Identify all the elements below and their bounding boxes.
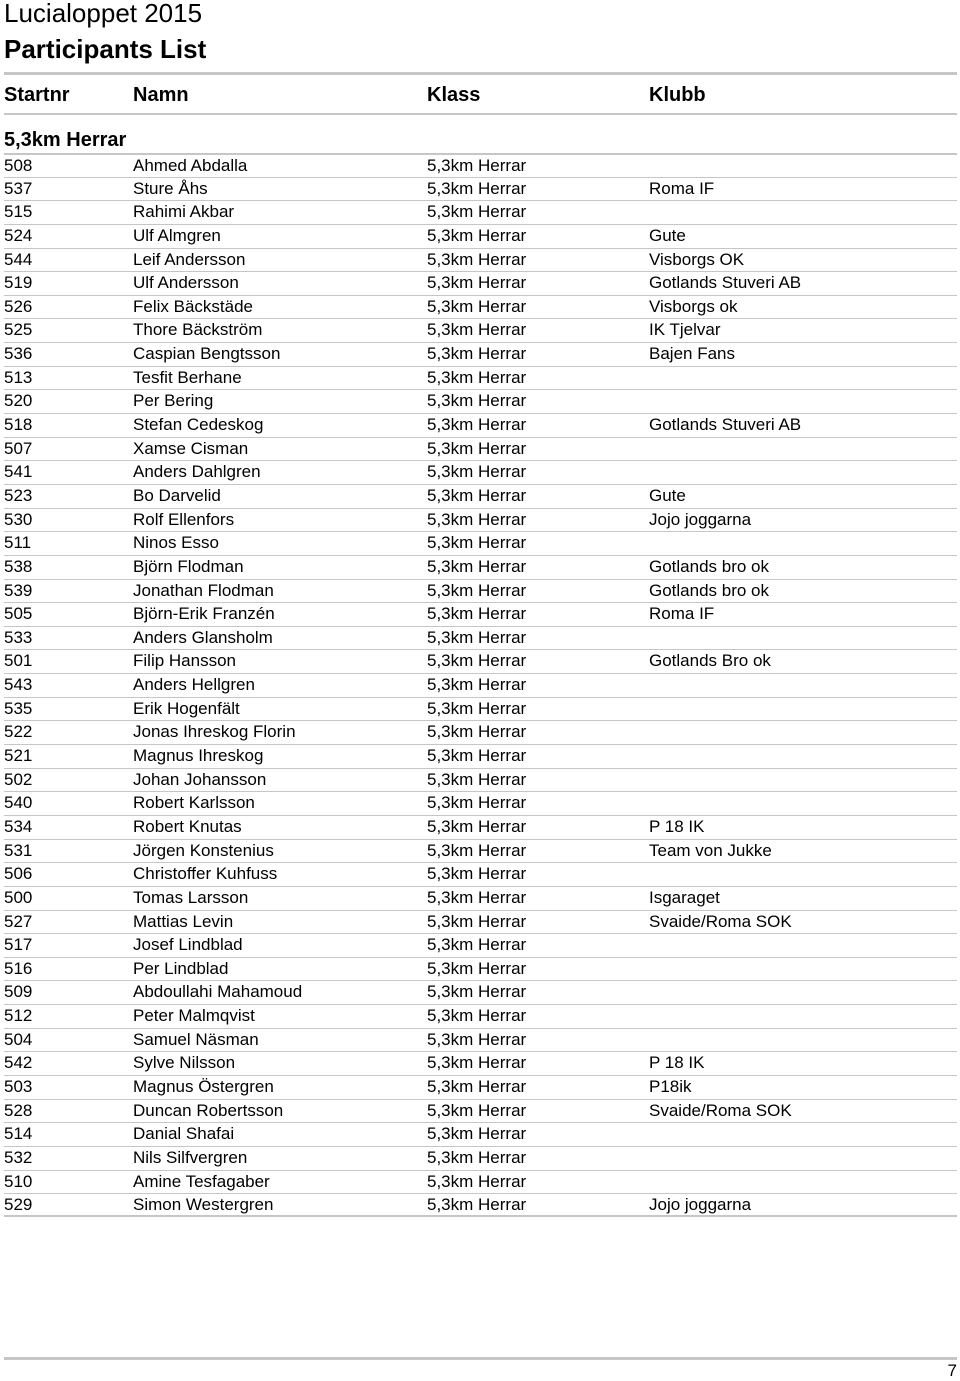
club-cell: IK Tjelvar [649,320,721,340]
klass-cell: 5,3km Herrar [427,1147,527,1167]
name-cell: Björn-Erik Franzén [133,604,275,624]
klass-cell: 5,3km Herrar [427,887,527,907]
startnr-cell: 528 [4,1100,33,1120]
klass-cell: 5,3km Herrar [427,651,527,671]
startnr-cell: 506 [4,864,33,884]
name-cell: Christoffer Kuhfuss [133,864,278,884]
startnr-cell: 501 [4,651,33,671]
club-cell: Gute [649,225,686,245]
table-row [4,602,957,626]
participant-list [4,153,957,1217]
klass-cell: 5,3km Herrar [427,225,527,245]
startnr-cell: 519 [4,273,33,293]
klass-cell: 5,3km Herrar [427,722,527,742]
startnr-cell: 511 [4,533,32,553]
startnr-cell: 516 [4,958,33,978]
klass-cell: 5,3km Herrar [427,415,527,435]
table-row [4,933,957,957]
table-row [4,957,957,981]
table-row [4,839,957,863]
club-cell: Visborgs OK [649,249,745,269]
klass-cell: 5,3km Herrar [427,178,527,198]
table-row [4,1028,957,1052]
name-cell: Björn Flodman [133,556,244,576]
klass-cell: 5,3km Herrar [427,438,527,458]
table-row [4,980,957,1004]
table-row [4,768,957,792]
table-row [4,1075,957,1099]
klass-cell: 5,3km Herrar [427,1100,527,1120]
klass-cell: 5,3km Herrar [427,627,527,647]
startnr-cell: 544 [4,249,33,269]
name-cell: Mattias Levin [133,911,234,931]
table-row [4,153,957,177]
klass-cell: 5,3km Herrar [427,840,527,860]
klass-cell: 5,3km Herrar [427,249,527,269]
page-title: Participants List [4,34,207,64]
name-cell: Anders Dahlgren [133,462,261,482]
table-row [4,318,957,342]
name-cell: Robert Knutas [133,816,242,836]
name-cell: Erik Hogenfält [133,698,240,718]
startnr-cell: 535 [4,698,33,718]
name-cell: Ahmed Abdalla [133,156,248,175]
klass-cell: 5,3km Herrar [427,1006,527,1026]
table-row [4,815,957,839]
table-row [4,1004,957,1028]
startnr-cell: 533 [4,627,33,647]
club-cell: Gotlands Bro ok [649,651,771,671]
table-row [4,342,957,366]
startnr-cell: 509 [4,982,33,1002]
name-cell: Caspian Bengtsson [133,344,281,364]
name-cell: Anders Glansholm [133,627,273,647]
startnr-cell: 537 [4,178,33,198]
name-cell: Per Bering [133,391,214,411]
startnr-cell: 530 [4,509,33,529]
startnr-cell: 525 [4,320,33,340]
table-row [4,697,957,721]
club-cell: Gotlands Stuveri AB [649,415,802,435]
startnr-cell: 504 [4,1029,33,1049]
name-cell: Rahimi Akbar [133,202,235,222]
column-header-klass: Klass [427,84,481,106]
name-cell: Anders Hellgren [133,675,255,695]
title-divider [4,72,957,75]
table-row [4,886,957,910]
startnr-cell: 540 [4,793,33,813]
name-cell: Abdoullahi Mahamoud [133,982,303,1002]
name-cell: Felix Bäckstäde [133,296,253,316]
event-title: Lucialoppet 2015 [4,0,203,28]
table-row [4,248,957,272]
table-row [4,295,957,319]
club-cell: P18ik [649,1076,692,1096]
club-cell: P 18 IK [649,816,705,836]
table-row [4,1099,957,1123]
klass-cell: 5,3km Herrar [427,864,527,884]
klass-cell: 5,3km Herrar [427,1053,527,1073]
klass-cell: 5,3km Herrar [427,935,527,955]
startnr-cell: 542 [4,1053,33,1073]
klass-cell: 5,3km Herrar [427,911,527,931]
startnr-cell: 512 [4,1006,33,1026]
startnr-cell: 505 [4,604,33,624]
table-row [4,720,957,744]
name-cell: Leif Andersson [133,249,246,269]
klass-cell: 5,3km Herrar [427,1029,527,1049]
page-number: 7 [947,1361,957,1380]
startnr-cell: 531 [4,840,33,860]
table-row [4,484,957,508]
startnr-cell: 523 [4,485,33,505]
klass-cell: 5,3km Herrar [427,675,527,695]
startnr-cell: 541 [4,462,33,482]
club-cell: P 18 IK [649,1053,705,1073]
club-cell: Jojo joggarna [649,1195,752,1215]
name-cell: Josef Lindblad [133,935,243,955]
klass-cell: 5,3km Herrar [427,556,527,576]
klass-cell: 5,3km Herrar [427,462,527,482]
table-row [4,1146,957,1170]
table-row [4,366,957,390]
klass-cell: 5,3km Herrar [427,1076,527,1096]
klass-cell: 5,3km Herrar [427,958,527,978]
klass-cell: 5,3km Herrar [427,320,527,340]
club-cell: Team von Jukke [649,840,772,860]
footer-divider [4,1357,957,1360]
header-divider [4,113,957,115]
table-row [4,389,957,413]
column-header-klubb: Klubb [649,84,706,106]
startnr-cell: 526 [4,296,33,316]
klass-cell: 5,3km Herrar [427,580,527,600]
name-cell: Tomas Larsson [133,887,249,907]
startnr-cell: 539 [4,580,33,600]
klass-cell: 5,3km Herrar [427,344,527,364]
name-cell: Amine Tesfagaber [133,1171,270,1191]
table-row [4,744,957,768]
klass-cell: 5,3km Herrar [427,769,527,789]
table-row [4,1170,957,1194]
startnr-cell: 538 [4,556,33,576]
table-row [4,271,957,295]
table-row [4,1051,957,1075]
startnr-cell: 500 [4,887,33,907]
klass-cell: 5,3km Herrar [427,509,527,529]
startnr-cell: 532 [4,1147,33,1167]
club-cell: Jojo joggarna [649,509,752,529]
club-cell: Bajen Fans [649,344,735,364]
name-cell: Jonathan Flodman [133,580,274,600]
club-cell: Svaide/Roma SOK [649,911,792,931]
startnr-cell: 543 [4,675,33,695]
name-cell: Ninos Esso [133,533,219,553]
club-cell: Gotlands bro ok [649,556,770,576]
table-row [4,791,957,815]
name-cell: Ulf Andersson [133,273,239,293]
name-cell: Magnus Östergren [133,1076,274,1096]
club-cell: Svaide/Roma SOK [649,1100,792,1120]
column-header-row [4,84,957,110]
startnr-cell: 527 [4,911,33,931]
name-cell: Tesfit Berhane [133,367,242,387]
table-row [4,200,957,224]
name-cell: Xamse Cisman [133,438,249,458]
startnr-cell: 518 [4,415,33,435]
startnr-cell: 507 [4,438,33,458]
name-cell: Johan Johansson [133,769,267,789]
name-cell: Sylve Nilsson [133,1053,236,1073]
klass-cell: 5,3km Herrar [427,533,527,553]
club-cell: Visborgs ok [649,296,738,316]
table-row [4,1122,957,1146]
startnr-cell: 508 [4,156,33,175]
startnr-cell: 517 [4,935,33,955]
klass-cell: 5,3km Herrar [427,273,527,293]
startnr-cell: 515 [4,202,33,222]
startnr-cell: 536 [4,344,33,364]
table-row [4,460,957,484]
klass-cell: 5,3km Herrar [427,1195,527,1215]
klass-cell: 5,3km Herrar [427,296,527,316]
name-cell: Ulf Almgren [133,225,221,245]
table-row [4,1193,957,1217]
name-cell: Jonas Ihreskog Florin [133,722,296,742]
table-row [4,555,957,579]
name-cell: Per Lindblad [133,958,229,978]
name-cell: Rolf Ellenfors [133,509,235,529]
name-cell: Simon Westergren [133,1195,274,1215]
name-cell: Filip Hansson [133,651,236,671]
club-cell: Roma IF [649,604,715,624]
column-header-namn: Namn [133,84,189,106]
table-row [4,626,957,650]
klass-cell: 5,3km Herrar [427,816,527,836]
table-row [4,862,957,886]
name-cell: Robert Karlsson [133,793,255,813]
klass-cell: 5,3km Herrar [427,1171,527,1191]
name-cell: Stefan Cedeskog [133,415,264,435]
club-cell: Gotlands Stuveri AB [649,273,802,293]
name-cell: Duncan Robertsson [133,1100,284,1120]
name-cell: Thore Bäckström [133,320,263,340]
klass-cell: 5,3km Herrar [427,202,527,222]
name-cell: Nils Silfvergren [133,1147,248,1167]
name-cell: Peter Malmqvist [133,1006,255,1026]
name-cell: Danial Shafai [133,1124,235,1144]
table-row [4,673,957,697]
klass-cell: 5,3km Herrar [427,982,527,1002]
klass-cell: 5,3km Herrar [427,698,527,718]
table-row [4,531,957,555]
startnr-cell: 520 [4,391,33,411]
startnr-cell: 514 [4,1124,33,1144]
table-row [4,437,957,461]
startnr-cell: 534 [4,816,33,836]
table-row [4,413,957,437]
klass-cell: 5,3km Herrar [427,156,527,175]
startnr-cell: 522 [4,722,33,742]
startnr-cell: 513 [4,367,33,387]
startnr-cell: 521 [4,746,33,766]
name-cell: Samuel Näsman [133,1029,259,1049]
klass-cell: 5,3km Herrar [427,793,527,813]
klass-cell: 5,3km Herrar [427,485,527,505]
table-row [4,910,957,934]
table-row [4,177,957,201]
startnr-cell: 510 [4,1171,33,1191]
name-cell: Jörgen Konstenius [133,840,274,860]
group-title: 5,3km Herrar [4,129,127,151]
table-row [4,508,957,532]
table-row [4,579,957,603]
name-cell: Magnus Ihreskog [133,746,264,766]
klass-cell: 5,3km Herrar [427,746,527,766]
name-cell: Bo Darvelid [133,485,221,505]
startnr-cell: 524 [4,225,33,245]
klass-cell: 5,3km Herrar [427,391,527,411]
klass-cell: 5,3km Herrar [427,1124,527,1144]
club-cell: Isgaraget [649,887,720,907]
club-cell: Gute [649,485,686,505]
club-cell: Gotlands bro ok [649,580,770,600]
table-row [4,224,957,248]
klass-cell: 5,3km Herrar [427,604,527,624]
startnr-cell: 503 [4,1076,33,1096]
name-cell: Sture Åhs [133,178,208,198]
startnr-cell: 529 [4,1195,33,1215]
startnr-cell: 502 [4,769,33,789]
club-cell: Roma IF [649,178,715,198]
klass-cell: 5,3km Herrar [427,367,527,387]
table-row [4,649,957,673]
column-header-startnr: Startnr [4,84,70,106]
